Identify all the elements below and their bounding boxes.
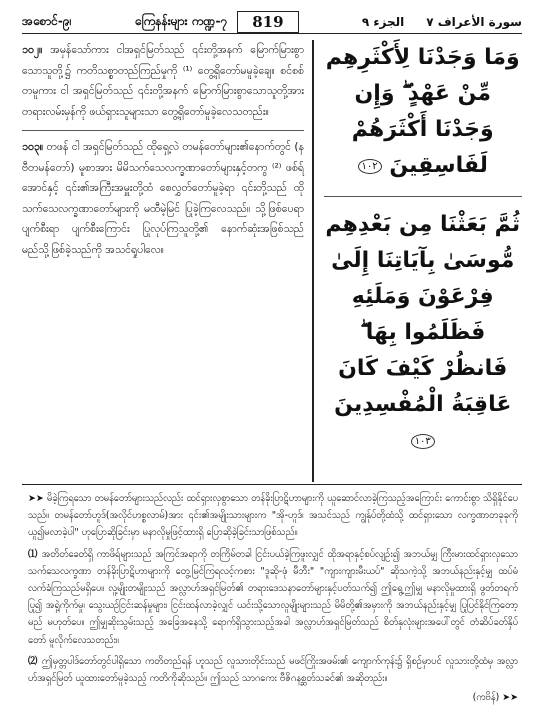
ayah-number-badge: ١٠٣ bbox=[411, 434, 435, 449]
verse-number: ၁၀၃။ bbox=[22, 141, 44, 153]
footnotes bbox=[28, 490, 518, 706]
footnote-marker: ⑴ bbox=[28, 548, 39, 560]
translation-column bbox=[22, 40, 312, 482]
footnote-2 bbox=[28, 653, 518, 687]
footnote-separator bbox=[22, 484, 522, 485]
header-center bbox=[135, 11, 299, 33]
ayah-text: وَمَا وَجَدْنَا لِأَكْثَرِهِم مِّنْ عَهْدٍ ۖ وَإِن وَجَدْنَا أَكْثَرَهُمْ لَفَاسِقِينَ bbox=[325, 45, 520, 178]
footnote-text: အတိတ်ခေတ်ရှိ ကာဖိရ်များသည် အကြင်အရာကို တကြိမ်တခါ ငြင်းပယ်ခဲ့ကြဖူးလျှင် ထိုအရာနှင့်စပ်လျဉ်း၍ အဘယ်မျှ ကြီးမားထင်ရှားလှသော သက်သေလက္ခဏာ တန်ခိုးပြာဋိဟာများကို တွေ့မြင်ကြရလင့်ကစား "ဒူဆို-ဖုံ မီဘီး" "ကျားကျားမီးယပ်" ဆိုသကဲ့သို့ အဘယ်နည်းနှင့်မျှ ထပ်မံလက်ခံကြသည်မရှိပေ။ လူ့မျိုးတမျိုးသည် အလ္လာဟ်အရှင်မြတ်၏ တရားဒေသနာတော်များနှင့်ပတ်သက်၍ ဤရွေ့ဤမျှ မနာလိုမှုထားရှိ ဖွတ်တရက်ပြု၍ အရှဲ့ကိုက်မှု၊ သွေးယဉ်ငြင်းဆန်မှုများ၊ ငြင်းထန်လာခဲ့လျှင် ယင်းသို့သောလူမျိုးများသည် မိမိတို့၏အမှားကို အဘယ်နည်းနှင့်မျှ ပြုပြင်နိုင်ကြတော့မည် မဟုတ်ပေ။ ဤမျှဆိုးသွမ်းသည့် အခြေအနေသို့ ရောက်ရှိသွားသည့်အခါ အလ္လာဟ်အရှင်မြတ်သည် စိတ်နှလုံးများအပေါ်တွင် တံဆိပ်ခတ်နှိပ်တော် မူလိုက်လေသတည်း။ bbox=[28, 548, 518, 646]
ayah-divider bbox=[324, 196, 523, 197]
verse-102-translation bbox=[22, 40, 304, 122]
footnote-1 bbox=[28, 546, 518, 649]
verse-divider bbox=[22, 130, 304, 131]
continue-label: (ကဗိန်) bbox=[472, 692, 500, 704]
footnote-marker: ⑵ bbox=[28, 655, 39, 667]
footnote-text: ဤမှတ္တပါဒ်တော်တွင်ပါရှိသော ကတိတည်ရန် ဟူသည် လူသားတိုင်းသည် မဖင်ကြိုးအဖမ်း၏ ကျောက်ကုန်း၌ ရှိစဉ်မှာပင် လူသားတို့ထံမှ အလ္လာဟ်အရှင်မြတ် ယူထားတော်မူခဲ့သည့် ကတိကိုဆိုသည်။ ဤသည် သာဂကေး ဗီဇိဂနစ္ဆတ်သခင်၏ အဆိုတည်း။ bbox=[28, 655, 518, 685]
ayah-103-arabic bbox=[324, 207, 523, 459]
verse-103-translation bbox=[22, 137, 304, 260]
arabic-column bbox=[314, 40, 523, 482]
verse-text: တဖန် ငါ အရှင်မြတ်သည် ထိုရှေ့လဲ တမန်တော်များ၏နောက်တွင် (နဗီတမန်တော်) မူစာအား မိမိသက်သေလက္ခဏာတော်များနှင့်တကွ ⁽²⁾ ဖစ်ရ်အောင်နှင့် ၎င်း၏အကြီးအမှူးတို့ထံ စေလွှတ်တော်မူခဲ့ရာ ၎င်းတို့သည် ထိုသက်သေလက္ခဏာတော်များကို မထီမဲ့မြင် ပြုခဲ့ကြလေသည်။ သို့ဖြစ်ပေရာ ပျက်စီးရာ ပျက်စီးကြောင်း ပြုလုပ်ကြသူတို့၏ နောက်ဆုံးအဖြစ်သည် မည်သို့ဖြစ်ခဲ့သည်ကို အသင်ရှုပါလေ။ bbox=[22, 141, 304, 256]
footnote-intro bbox=[28, 490, 518, 542]
arrow-icon: ➤➤ bbox=[28, 493, 44, 504]
juz-label: الجزء ٩ bbox=[361, 15, 405, 29]
footnote-continuation bbox=[28, 689, 518, 706]
surah-label: سورة الأعراف ٧ bbox=[426, 15, 522, 29]
book-title: ကြေနန်းများ ကဏ္ဍ-၇ bbox=[134, 14, 228, 28]
arrow-icon: ➤➤ bbox=[502, 692, 518, 704]
ayah-102-arabic bbox=[324, 40, 523, 184]
header-right bbox=[362, 15, 522, 29]
chapter-label: အစောင်-၉၊ bbox=[22, 14, 72, 28]
page-number: 819 bbox=[237, 11, 298, 33]
content-columns bbox=[22, 40, 522, 482]
ayah-number-badge: ١٠٢ bbox=[358, 159, 382, 174]
page-header bbox=[22, 11, 522, 34]
header-left bbox=[22, 13, 72, 31]
footnote-text: မိခဲ့ကြရသော တမန်တော်များသည်လည်း ထင်ရှားလှစွာသော တန်ခိုးပြာဋိဟာများကို ယူဆောင်လာခဲ့ကြသည့်အကြောင်း ကောင်းစွာ သိရှိနိုင်ပေသည်။ တမန်တော်ဟူဒ်(အလိုင်ဟစ္စလာမ်)အား ၎င်း၏အမျိုးသားများက "အို-ဟူဒ်၊ အသင်သည် ကျွန်ုပ်တို့ထံသို့ ထင်ရှားသော လက္ခဏာတခုခုကို ယူ၍မလာခဲ့ပါ" ဟုပြောဆိုခြင်းမှာ မနာလိုမှုဖြင့်ထားရှိ ပြောဆိုခဲ့ခြင်းသာဖြစ်သည်။ bbox=[28, 493, 518, 539]
verse-text: အမှန်သော်ကား ငါအရှင်မြတ်သည် ၎င်းတို့အနက် မြောက်မြားစွာသောသူတို့၌ ကတိသစ္စာတည်ကြည်မှုကို ⁽¹⁾ တွေ့ရှိတော်မမူခဲ့ချေ။ စင်စစ်တမူကား ငါ အရှင်မြတ်သည် ၎င်းတို့အနက် မြောက်မြားစွာသောသူတို့အား တရားလမ်းမှန်ကို ဖယ်ရှားသူများသာ တွေ့ရှိတော်မူခဲ့လေသတည်း။ bbox=[22, 44, 304, 118]
ayah-text: ثُمَّ بَعَثْنَا مِن بَعْدِهِم مُّوسَىٰ بِآيَاتِنَا إِلَىٰ فِرْعَوْنَ وَمَلَئِهِ فَظَلَمُوا بِهَا ۖ فَانظُرْ كَيْفَ كَانَ عَاقِبَةُ الْمُفْسِدِينَ bbox=[325, 212, 521, 417]
verse-number: ၁၀၂။ bbox=[22, 44, 43, 56]
